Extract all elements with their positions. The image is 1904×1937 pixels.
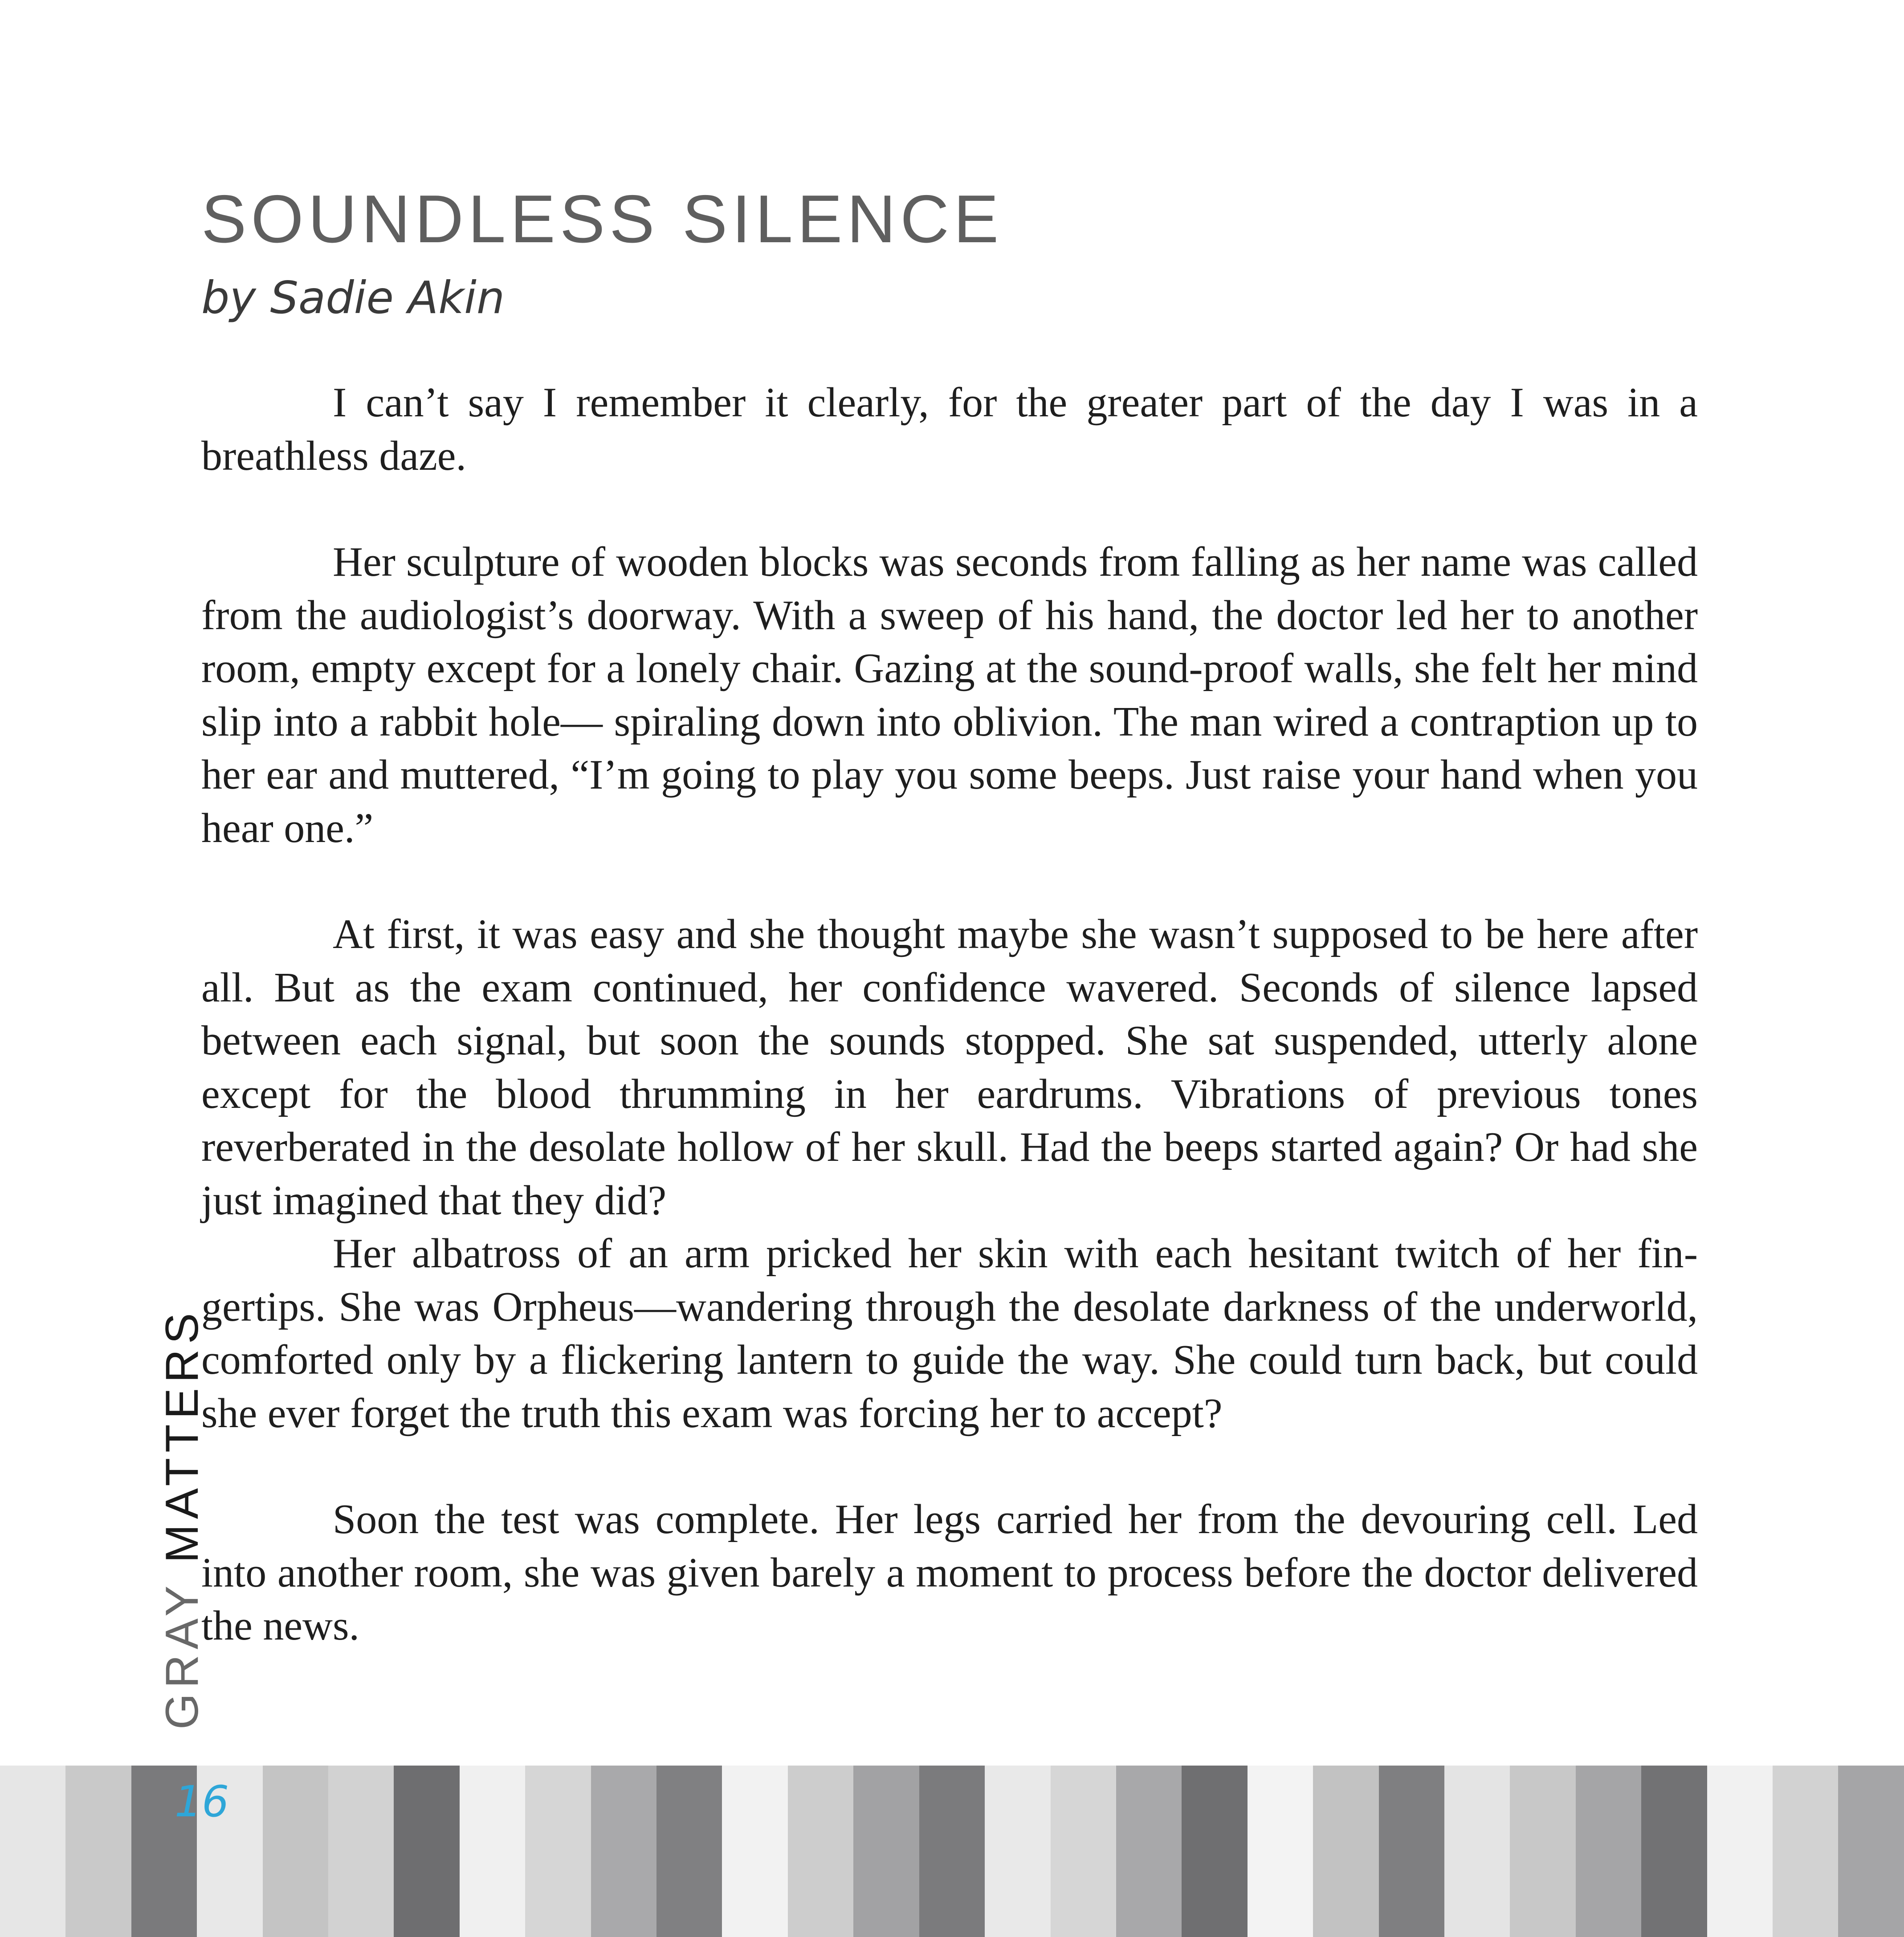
footer-stripe [460,1766,525,1937]
magazine-name-gray: GRAY [156,1581,208,1729]
footer-stripe [1773,1766,1838,1937]
footer-stripe [263,1766,328,1937]
footer-stripe [1444,1766,1510,1937]
footer-stripe [853,1766,919,1937]
footer-stripe [1182,1766,1247,1937]
story-body [201,376,1698,1653]
footer-stripe [1838,1766,1904,1937]
footer-stripe [1313,1766,1378,1937]
footer-stripe [919,1766,985,1937]
footer-stripe [1248,1766,1313,1937]
page-number: 16 [175,1777,229,1827]
paragraph-1: I can’t say I remember it clearly, for the greater part of the day I was in a breathless daze. [201,379,1698,479]
footer-stripe [394,1766,459,1937]
footer-stripe [656,1766,722,1937]
footer-stripe [0,1766,65,1937]
footer-stripe [591,1766,656,1937]
footer-stripe [1576,1766,1641,1937]
footer-stripe [1116,1766,1182,1937]
footer-stripe-band [0,1766,1904,1937]
paragraph-3: At first, it was easy and she thought maybe she wasn’t supposed to be here after all. But as the exam continued, her confidence wavered. Seconds of silence lapsed between each signal, but soon the sounds stopped. She sat suspended, utterly alone except for the blood thrumming in her eardrums. Vibrations of previous tones reverberated in the desolate hollow of her skull. Had the beeps started again? Or had she just imagined that they did? [201,911,1698,1224]
footer-stripe [1051,1766,1116,1937]
footer-stripe [1510,1766,1575,1937]
paragraph-4: Her albatross of an arm pricked her skin with each hesitant twitch of her fingertips. She was Orpheus—wandering through the desolate darkness of the underworld, comforted only by a flickering lantern to guide the way. She could turn back, but could she ever forget the truth this exam was forcing her to accept? [201,1230,1698,1436]
footer-stripe [788,1766,853,1937]
paragraph-2: Her sculpture of wooden blocks was seconds from falling as her name was called from the audiologist’s doorway. With a sweep of his hand, the doctor led her to another room, empty except for a lonely chair. Gazing at the sound-proof walls, she felt her mind slip into a rabbit hole— spiraling down into oblivion. The man wired a contraption up to her ear and muttered, “I’m going to play you some beeps. Just raise your hand when you hear one.” [201,539,1698,851]
footer-stripe [1707,1766,1773,1937]
paragraph-5: Soon the test was complete. Her legs carried her from the devouring cell. Led into another room, she was given barely a moment to process before the doctor delivered the news. [201,1496,1698,1649]
story-title: SOUNDLESS SILENCE [201,181,1003,257]
footer-stripe [1379,1766,1444,1937]
story-byline: by Sadie Akin [201,272,505,324]
footer-stripe [722,1766,787,1937]
footer-stripe [1641,1766,1707,1937]
magazine-name-matters: MATTERS [156,1307,208,1563]
footer-stripe [525,1766,591,1937]
footer-stripe [65,1766,131,1937]
footer-stripe [985,1766,1050,1937]
magazine-name-vertical [156,1308,209,1729]
footer-stripe [328,1766,394,1937]
